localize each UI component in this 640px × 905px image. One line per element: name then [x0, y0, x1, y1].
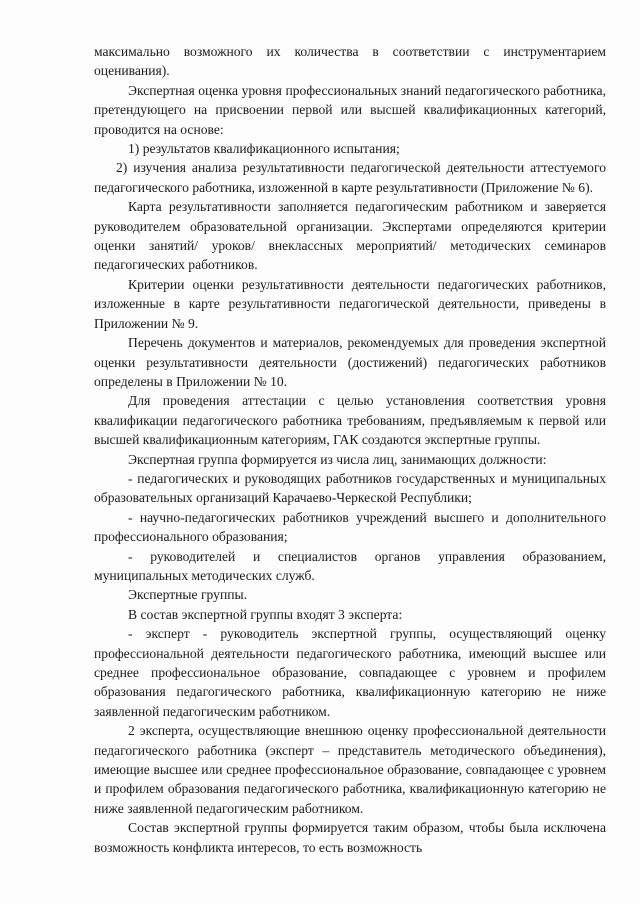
list-item-lead-expert: - эксперт - руководитель экспертной группы, осуществляющий оценку профессиональной деятельности педагогического работника, имеющий высшее или среднее профессиональное образование, совпадающее с уровнем и профилем образования педагогического работника, квалификационную категорию не ниже заявленной педагогическим работником.: [94, 626, 606, 719]
list-item-teachers-managers: - педагогических и руководящих работников государственных и муниципальных образовательных организаций Карачаево-Черкеской Республики;: [94, 470, 606, 506]
list-item-qualification-test: 1) результатов квалификационного испытания;: [128, 141, 400, 157]
paragraph-expert-groups-heading: Экспертные группы.: [128, 587, 248, 603]
list-item-research-teachers: - научно-педагогических работников учреждений высшего и дополнительного профессионального образования;: [94, 509, 606, 545]
paragraph-criteria: Критерии оценки результативности деятельности педагогических работников, изложенные в карте результативности педагогической деятельности, приведены в Приложении № 9.: [94, 276, 606, 331]
paragraph-conflict-of-interest: Состав экспертной группы формируется таким образом, чтобы была исключена возможность конфликта интересов, то есть возможность: [94, 820, 606, 855]
paragraph-performance-card: Карта результативности заполняется педагогическим работником и заверяется руководителем образовательной организации. Экспертами определяются критерии оценки занятий/ уроков/ внеклассных мероприятий/ методических семинаров педагогических работников.: [94, 199, 606, 273]
paragraph-document-list: Перечень документов и материалов, рекомендуемых для проведения экспертной оценки результативности деятельности (достижений) педагогических работников определены в Приложении № 10.: [94, 335, 606, 389]
list-item-performance-analysis: 2) изучения анализа результативности педагогической деятельности аттестуемого педагогического работника, изложенной в карте результативности (Приложение № 6).: [94, 160, 606, 195]
paragraph-expert-groups-created: Для проведения аттестации с целью установления соответствия уровня квалификации педагогического работника требованиям, предъявляемым к первой или высшей квалификационным категориям, ГАК создаются экспертные группы.: [94, 393, 606, 448]
document-body: [94, 42, 606, 857]
paragraph-continuation: максимально возможного их количества в соответствии с инструментарием оценивания).: [94, 44, 606, 79]
paragraph-expert-assessment: Экспертная оценка уровня профессиональных знаний педагогического работника, претендующего на присвоении первой или высшей квалификационных категорий, проводится на основе:: [94, 82, 606, 137]
list-item-education-managers: - руководителей и специалистов органов управления образованием, муниципальных методических служб.: [94, 548, 606, 583]
paragraph-three-experts: В состав экспертной группы входят 3 эксперта:: [128, 606, 403, 622]
paragraph-group-composition: Экспертная группа формируется из числа лиц, занимающих должности:: [128, 451, 547, 467]
paragraph-two-experts: 2 эксперта, осуществляющие внешнюю оценку профессиональной деятельности педагогического работника (эксперт – представитель методического объединения), имеющие высшее или среднее профессиональное образование, совпадающее с уровнем и профилем образования педагогического работника, квалификационную категорию не ниже заявленной педагогическим работником.: [94, 723, 606, 816]
